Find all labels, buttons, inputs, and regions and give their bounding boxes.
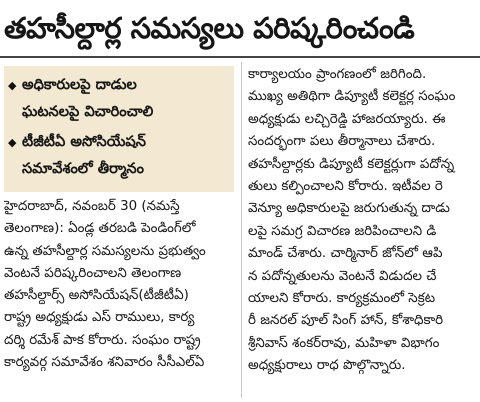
text-line: సందర్భంగా పలు తీర్మానాలు చేశారు. (248, 134, 436, 150)
text-line: అధ్యక్షుడు లచ్చిరెడ్డి హాజరయ్యారు. ఈ (248, 111, 446, 127)
highlight-line: సమావేశంలో తీర్మానం (22, 161, 144, 177)
highlight-line: ఘటనలపై విచారించాలి (22, 104, 154, 120)
text-line: అధ్యక్షురాలు రాధ పొల్గొన్నారు. (248, 358, 406, 374)
column-divider (241, 62, 242, 398)
text-line: యాలని కోరారు. కార్యక్రమంలో సెక్రట (248, 290, 436, 306)
text-line: వెంటనే పరిష్కరించాలని తెలంగాణ (4, 265, 182, 281)
text-line: రాష్ట్ర అధ్యక్షుడు ఎస్ రాములు, కార్య (4, 310, 195, 326)
text-line: లపై సమగ్ర విచారణ జరిపించాలని డి (248, 223, 437, 239)
text-line: తహసీల్దార్లకు డిప్యూటీ కలెక్టర్లుగా పదోన్న (248, 156, 455, 172)
highlight-line: అధికారులపై దాడుల (22, 77, 137, 93)
text-line: తహసీల్దార్స్ అసోసియేషన్(టీజీటీఏ) (4, 288, 189, 304)
text-line: ముఖ్య అతిథిగా డిప్యూటీ కలెక్టర్ల సంఘం (248, 89, 456, 105)
text-line: ఉన్న తహసీల్దార్ల సమస్యలను ప్రభుత్వం (4, 243, 206, 259)
headline: తహసీల్దార్ల సమస్యలు పరిష్కరించండి (4, 11, 415, 45)
text-line: న పదోన్నతులను వెంటనే విడుదల చే (248, 268, 437, 284)
text-line: కార్యవర్గ సమావేశం శనివారం సీసీఎల్‌ఏ (4, 355, 205, 371)
text-line: రీ జనరల్ పూల్ సింగ్ హాన్, కోశాధికారి (248, 313, 444, 329)
highlights-box (4, 66, 234, 192)
text-line: వెన్యూ అధికారులపై జరుగుతున్న దాడు (248, 201, 450, 217)
article-left-column (4, 196, 238, 374)
text-line: దర్శి రమేశ్ పాక కోరారు. సంఘం రాష్ట్ర (4, 332, 201, 348)
text-line: తులు కల్పించాలని కోరారు. ఇటీవల రె (248, 178, 443, 194)
article-right-column (248, 64, 478, 377)
text-line: కార్యాలయం ప్రాంగణంలో జరిగింది. (248, 67, 427, 82)
highlight-item (8, 129, 228, 183)
bullet-icon: ◆ (8, 136, 17, 149)
highlight-item (8, 72, 228, 126)
text-line: మాండ్ చేశారు. చార్మినార్ జోన్‌లో ఆపి (248, 246, 443, 262)
bullet-icon: ◆ (8, 79, 17, 92)
headline-rule (0, 56, 480, 58)
text-line: శ్రీనివాస్ శంకర్‌రావు, మహిళా విభాగం (248, 335, 440, 351)
highlight-line: టీజీటీఏ అసోసియేషన్ (22, 134, 146, 150)
text-line: తెలంగాణ): ఏండ్ల తరబడి పెండింగ్‌లో (4, 221, 196, 237)
text-line: హైదరాబాద్, నవంబర్ 30 (నమస్తే (4, 199, 180, 214)
